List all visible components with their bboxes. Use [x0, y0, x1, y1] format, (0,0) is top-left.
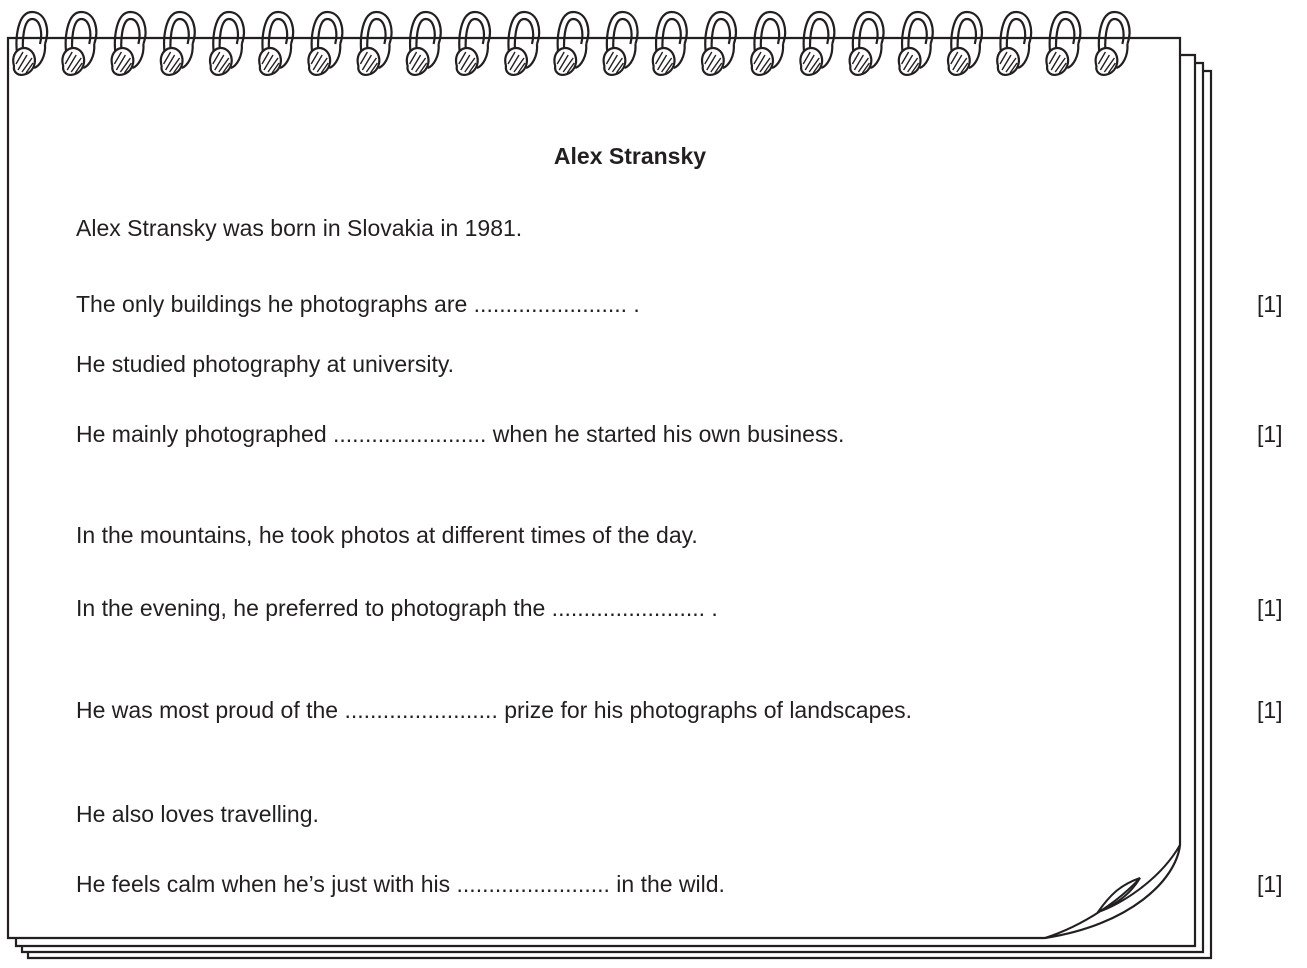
page-title: Alex Stransky — [553, 143, 707, 169]
mark-allocation-5: [1] — [1257, 871, 1283, 897]
gap-fill-question-3: In the evening, he preferred to photograph the ........................ . — [76, 595, 718, 621]
statement-line-2: He studied photography at university. — [76, 351, 455, 377]
mark-allocation-2: [1] — [1257, 421, 1283, 447]
mark-allocation-1: [1] — [1257, 291, 1283, 317]
gap-fill-question-5: He feels calm when he’s just with his ........................ in the wild. — [76, 871, 725, 897]
mark-allocation-3: [1] — [1257, 595, 1283, 621]
mark-allocation-4: [1] — [1257, 697, 1283, 723]
gap-fill-question-1: The only buildings he photographs are ........................ . — [76, 291, 640, 317]
statement-line-4: He also loves travelling. — [76, 801, 319, 827]
gap-fill-question-4: He was most proud of the ........................ prize for his photographs of landscapes. — [76, 697, 913, 723]
statement-line-3: In the mountains, he took photos at different times of the day. — [76, 522, 698, 548]
gap-fill-question-2: He mainly photographed ........................ when he started his own business. — [76, 421, 845, 447]
statement-line-1: Alex Stransky was born in Slovakia in 1981. — [76, 215, 523, 241]
